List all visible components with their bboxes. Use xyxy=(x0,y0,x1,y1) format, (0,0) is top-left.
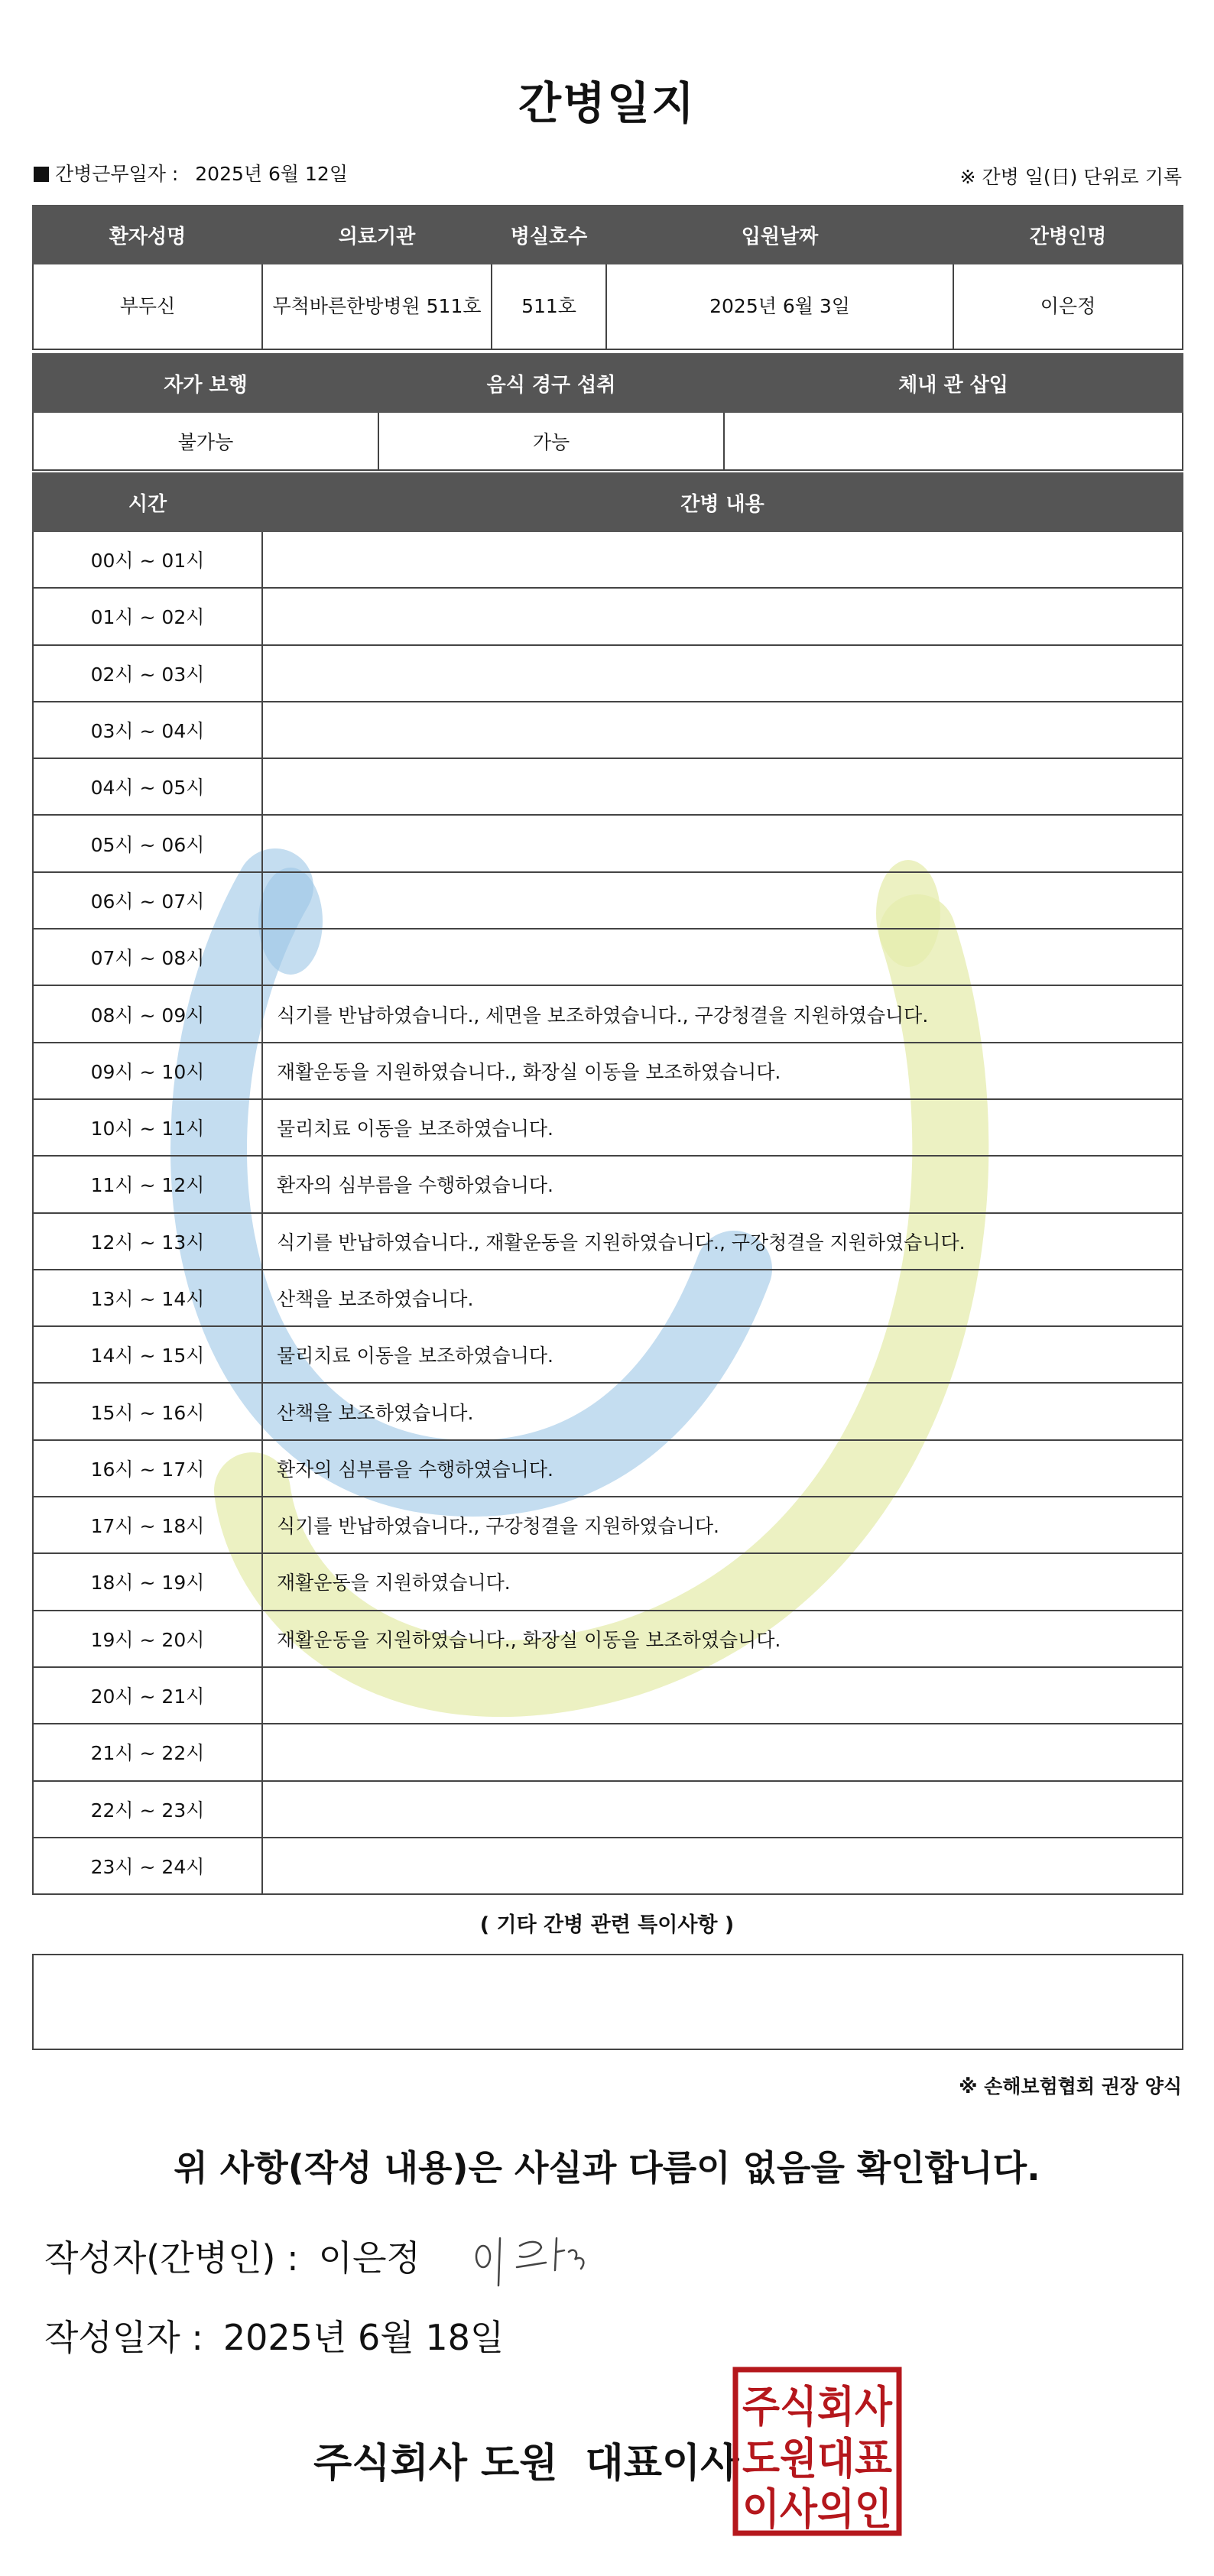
care-content: 물리치료 이동을 보조하였습니다. xyxy=(262,1099,1183,1156)
seal-line-2: 도원대표 xyxy=(742,2435,892,2484)
care-time: 09시 ~ 10시 xyxy=(33,1043,262,1099)
oral-intake-value: 가능 xyxy=(378,412,724,470)
care-content: 식기를 반납하였습니다., 구강청결을 지원하였습니다. xyxy=(262,1497,1183,1553)
table-row xyxy=(33,872,1183,929)
square-bullet-icon xyxy=(34,167,49,182)
care-time: 17시 ~ 18시 xyxy=(33,1497,262,1553)
work-date-label: 간병근무일자 : xyxy=(55,163,179,185)
care-time: 12시 ~ 13시 xyxy=(33,1213,262,1270)
care-content: 환자의 심부름을 수행하였습니다. xyxy=(262,1440,1183,1497)
care-time: 05시 ~ 06시 xyxy=(33,815,262,871)
table-row xyxy=(33,1440,1183,1497)
care-time: 14시 ~ 15시 xyxy=(33,1326,262,1383)
care-time: 07시 ~ 08시 xyxy=(33,929,262,985)
table-row xyxy=(33,531,1183,588)
status-table xyxy=(32,353,1183,471)
table-row xyxy=(33,758,1183,815)
header-tube-insertion: 체내 관 삽입 xyxy=(724,354,1183,412)
work-date-value: 2025년 6월 12일 xyxy=(195,163,348,185)
care-time: 23시 ~ 24시 xyxy=(33,1838,262,1894)
form-note: ※ 손해보험협회 권장 양식 xyxy=(959,2075,1182,2097)
care-time: 11시 ~ 12시 xyxy=(33,1156,262,1212)
table-row xyxy=(33,1043,1183,1099)
care-content xyxy=(262,1667,1183,1724)
admission-date: 2025년 6월 3일 xyxy=(606,264,953,349)
header-admission-date: 입원날짜 xyxy=(606,206,953,264)
writer-label: 작성자(간병인) : xyxy=(44,2237,299,2279)
table-row xyxy=(33,1611,1183,1667)
care-content xyxy=(262,531,1183,588)
care-content: 재활운동을 지원하였습니다., 화장실 이동을 보조하였습니다. xyxy=(262,1611,1183,1667)
table-row xyxy=(33,1156,1183,1212)
header-room: 병실호수 xyxy=(492,206,606,264)
care-time: 02시 ~ 03시 xyxy=(33,645,262,702)
table-row xyxy=(33,645,1183,702)
header-self-walking: 자가 보행 xyxy=(33,354,378,412)
table-row xyxy=(33,1326,1183,1383)
care-time: 03시 ~ 04시 xyxy=(33,702,262,758)
care-time: 19시 ~ 20시 xyxy=(33,1611,262,1667)
table-row xyxy=(33,985,1183,1042)
written-date-line xyxy=(44,2310,504,2360)
care-content: 재활운동을 지원하였습니다. xyxy=(262,1553,1183,1610)
table-row xyxy=(33,702,1183,758)
caregiver-name: 이은정 xyxy=(953,264,1183,349)
header-oral-intake: 음식 경구 섭취 xyxy=(378,354,724,412)
care-content xyxy=(262,1781,1183,1838)
company-name: 주식회사 도원 xyxy=(313,2441,558,2487)
care-time: 10시 ~ 11시 xyxy=(33,1099,262,1156)
table-row xyxy=(33,815,1183,871)
header-caregiver-name: 간병인명 xyxy=(953,206,1183,264)
table-row xyxy=(33,1724,1183,1780)
care-time: 13시 ~ 14시 xyxy=(33,1270,262,1326)
care-content: 산책을 보조하였습니다. xyxy=(262,1270,1183,1326)
care-content xyxy=(262,1838,1183,1894)
patient-info-table xyxy=(32,205,1183,350)
care-time: 01시 ~ 02시 xyxy=(33,588,262,644)
care-content xyxy=(262,758,1183,815)
header-hospital: 의료기관 xyxy=(262,206,492,264)
care-time: 00시 ~ 01시 xyxy=(33,531,262,588)
remarks-box xyxy=(32,1954,1183,2050)
writer-name: 이은정 xyxy=(318,2237,420,2279)
remarks-label: ( 기타 간병 관련 특이사항 ) xyxy=(479,1913,735,1937)
written-date-label: 작성일자 : xyxy=(44,2317,203,2358)
table-row xyxy=(33,1383,1183,1439)
table-row xyxy=(33,1838,1183,1894)
handwritten-signature xyxy=(466,2224,596,2293)
care-time: 04시 ~ 05시 xyxy=(33,758,262,815)
header-care-content: 간병 내용 xyxy=(262,473,1183,531)
care-content: 식기를 반납하였습니다., 세면을 보조하였습니다., 구강청결을 지원하였습니다. xyxy=(262,985,1183,1042)
seal-line-1: 주식회사 xyxy=(742,2383,893,2432)
care-content xyxy=(262,815,1183,871)
care-time: 18시 ~ 19시 xyxy=(33,1553,262,1610)
care-log-rows xyxy=(33,531,1183,1894)
care-content xyxy=(262,588,1183,644)
table-row xyxy=(33,1270,1183,1326)
care-time: 22시 ~ 23시 xyxy=(33,1781,262,1838)
work-date xyxy=(34,159,348,187)
care-time: 08시 ~ 09시 xyxy=(33,985,262,1042)
writer-line xyxy=(44,2230,420,2281)
care-time: 06시 ~ 07시 xyxy=(33,872,262,929)
company-seal xyxy=(732,2367,902,2536)
confirmation-statement: 위 사항(작성 내용)은 사실과 다름이 없음을 확인합니다. xyxy=(174,2147,1040,2188)
written-date-value: 2025년 6월 18일 xyxy=(222,2317,505,2358)
care-log-table xyxy=(32,472,1183,1895)
care-content xyxy=(262,702,1183,758)
care-time: 16시 ~ 17시 xyxy=(33,1440,262,1497)
care-content: 환자의 심부름을 수행하였습니다. xyxy=(262,1156,1183,1212)
care-time: 15시 ~ 16시 xyxy=(33,1383,262,1439)
care-content xyxy=(262,872,1183,929)
care-content: 식기를 반납하였습니다., 재활운동을 지원하였습니다., 구강청결을 지원하였습니다. xyxy=(262,1213,1183,1270)
table-row xyxy=(33,1213,1183,1270)
care-time: 21시 ~ 22시 xyxy=(33,1724,262,1780)
care-content: 산책을 보조하였습니다. xyxy=(262,1383,1183,1439)
company-title: 대표이사 xyxy=(585,2441,739,2487)
patient-name: 부두신 xyxy=(33,264,262,349)
care-content xyxy=(262,1724,1183,1780)
table-row xyxy=(33,1667,1183,1724)
self-walking-value: 불가능 xyxy=(33,412,378,470)
table-row xyxy=(33,929,1183,985)
tube-insertion-value xyxy=(724,412,1183,470)
hospital-name: 무척바른한방병원 511호 xyxy=(262,264,492,349)
table-row xyxy=(33,1497,1183,1553)
table-row xyxy=(33,1781,1183,1838)
table-row xyxy=(33,588,1183,644)
care-time: 20시 ~ 21시 xyxy=(33,1667,262,1724)
record-note: ※ 간병 일(日) 단위로 기록 xyxy=(959,166,1182,188)
table-row xyxy=(33,1099,1183,1156)
document-title: 간병일지 xyxy=(518,77,696,129)
care-content: 물리치료 이동을 보조하였습니다. xyxy=(262,1326,1183,1383)
seal-line-3: 이사의인 xyxy=(742,2485,892,2535)
company-line xyxy=(313,2431,738,2488)
header-patient-name: 환자성명 xyxy=(33,206,262,264)
table-row xyxy=(33,1553,1183,1610)
header-time: 시간 xyxy=(33,473,262,531)
care-content: 재활운동을 지원하였습니다., 화장실 이동을 보조하였습니다. xyxy=(262,1043,1183,1099)
room-number: 511호 xyxy=(492,264,606,349)
care-content xyxy=(262,929,1183,985)
care-content xyxy=(262,645,1183,702)
